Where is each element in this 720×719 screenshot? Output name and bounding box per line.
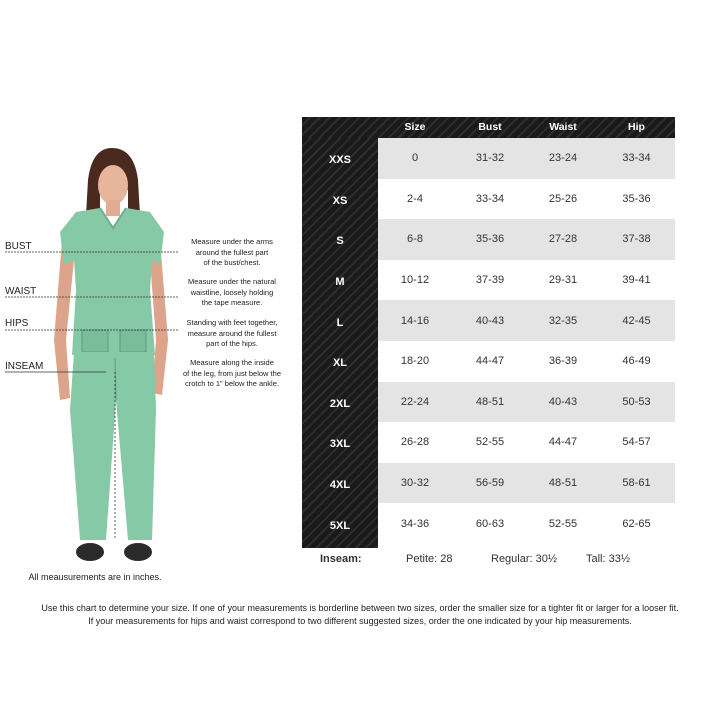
label-bust: BUST bbox=[5, 241, 32, 252]
cell-hip: 35-36 bbox=[622, 192, 651, 205]
note-inseam-line: Measure along the inside bbox=[190, 358, 274, 367]
note-hips bbox=[172, 318, 292, 350]
header-waist: Waist bbox=[549, 121, 577, 133]
cell-size: 26-28 bbox=[400, 436, 430, 449]
note-hips-line: Standing with feet together, bbox=[186, 318, 278, 327]
size-label: S bbox=[336, 235, 344, 248]
inseam-row bbox=[302, 550, 675, 570]
size-guidance-footer bbox=[0, 602, 720, 628]
table-row bbox=[378, 341, 675, 382]
cell-hip: 42-45 bbox=[622, 314, 651, 327]
inseam-tall: Tall: 33½ bbox=[586, 553, 631, 565]
label-inseam: INSEAM bbox=[5, 361, 44, 372]
table-row bbox=[378, 179, 675, 220]
note-inseam bbox=[172, 358, 292, 390]
note-bust-line: of the bust/chest. bbox=[203, 258, 261, 267]
cell-size: 34-36 bbox=[400, 517, 430, 530]
cell-hip: 54-57 bbox=[622, 436, 651, 449]
cell-waist: 25-26 bbox=[548, 192, 578, 205]
cell-waist: 48-51 bbox=[548, 477, 578, 490]
header-blank bbox=[302, 117, 378, 138]
cell-bust: 60-63 bbox=[475, 517, 505, 530]
note-waist-line: waistline, loosely holding bbox=[190, 287, 274, 297]
label-hips: HIPS bbox=[5, 318, 29, 329]
size-label-column bbox=[302, 138, 378, 548]
cell-size: 22-24 bbox=[400, 395, 430, 408]
table-row bbox=[378, 382, 675, 423]
footer-line: If your measurements for hips and waist correspond to two different suggested sizes, order the one indicated by your hip measurements. bbox=[88, 616, 632, 626]
cell-bust: 56-59 bbox=[475, 477, 505, 490]
size-label: 2XL bbox=[329, 397, 351, 410]
cell-hip: 33-34 bbox=[622, 152, 651, 165]
cell-waist: 44-47 bbox=[548, 436, 578, 449]
cell-bust: 52-55 bbox=[475, 436, 505, 449]
note-bust-line: Measure under the arms bbox=[191, 237, 273, 246]
inseam-regular: Regular: 30½ bbox=[491, 553, 558, 565]
cell-bust: 40-43 bbox=[475, 314, 505, 327]
cell-bust: 37-39 bbox=[475, 274, 505, 287]
size-label: XXS bbox=[328, 154, 351, 167]
cell-waist: 32-35 bbox=[548, 314, 578, 327]
cell-hip: 62-65 bbox=[622, 517, 651, 530]
table-row bbox=[378, 422, 675, 463]
header-bust: Bust bbox=[478, 121, 502, 133]
note-waist-line: the tape measure. bbox=[201, 298, 263, 307]
cell-bust: 48-51 bbox=[475, 395, 505, 408]
size-label: 3XL bbox=[329, 438, 351, 451]
size-label: 5XL bbox=[329, 519, 351, 532]
cell-waist: 29-31 bbox=[548, 274, 578, 287]
table-row bbox=[378, 260, 675, 301]
cell-bust: 31-32 bbox=[475, 152, 505, 165]
cell-size: 2-4 bbox=[407, 192, 423, 205]
size-label: L bbox=[336, 316, 344, 329]
note-hips-line: part of the hips. bbox=[206, 339, 258, 348]
size-label: M bbox=[335, 276, 345, 289]
cell-bust: 44-47 bbox=[475, 355, 505, 368]
note-bust bbox=[172, 237, 292, 269]
cell-size: 14-16 bbox=[400, 314, 430, 327]
table-row bbox=[378, 138, 675, 179]
note-hips-line: measure around the fullest bbox=[187, 328, 277, 338]
cell-hip: 39-41 bbox=[622, 274, 651, 287]
cell-hip: 50-53 bbox=[622, 395, 651, 408]
cell-size: 0 bbox=[411, 152, 419, 165]
cell-size: 30-32 bbox=[400, 477, 430, 490]
size-label: XS bbox=[332, 194, 348, 207]
note-inseam-line: crotch to 1" below the ankle. bbox=[185, 379, 279, 388]
cell-size: 18-20 bbox=[400, 355, 430, 368]
cell-waist: 23-24 bbox=[548, 152, 578, 165]
size-label: XL bbox=[332, 357, 348, 370]
cell-waist: 52-55 bbox=[548, 517, 578, 530]
cell-size: 10-12 bbox=[400, 274, 430, 287]
footer-line: Use this chart to determine your size. If one of your measurements is borderline between two sizes, order the smaller size for a tighter fit or larger for a looser fit. bbox=[41, 603, 679, 613]
note-waist-line: Measure under the natural bbox=[188, 277, 276, 286]
cell-waist: 27-28 bbox=[548, 233, 578, 246]
table-row bbox=[378, 219, 675, 260]
cell-hip: 46-49 bbox=[622, 355, 651, 368]
cell-bust: 35-36 bbox=[475, 233, 505, 246]
note-inseam-line: of the leg, from just below the bbox=[183, 368, 281, 378]
table-row bbox=[378, 503, 675, 544]
cell-bust: 33-34 bbox=[475, 192, 505, 205]
units-note: All meausurements are in inches. bbox=[28, 572, 162, 582]
label-waist: WAIST bbox=[5, 286, 37, 297]
size-chart-rows bbox=[378, 138, 675, 548]
size-chart bbox=[302, 117, 675, 548]
cell-hip: 37-38 bbox=[622, 233, 651, 246]
header-hip: Hip bbox=[628, 121, 645, 133]
inseam-label: Inseam: bbox=[320, 553, 362, 565]
note-bust-line: around the fullest part bbox=[195, 247, 269, 257]
cell-hip: 58-61 bbox=[622, 477, 651, 490]
header-size: Size bbox=[404, 121, 426, 133]
inseam-petite: Petite: 28 bbox=[406, 553, 453, 565]
cell-size: 6-8 bbox=[407, 233, 423, 246]
size-chart-header bbox=[302, 117, 675, 138]
size-label: 4XL bbox=[329, 479, 351, 492]
cell-waist: 36-39 bbox=[548, 355, 578, 368]
note-waist bbox=[172, 277, 292, 309]
table-row bbox=[378, 463, 675, 504]
cell-waist: 40-43 bbox=[548, 395, 578, 408]
table-row bbox=[378, 300, 675, 341]
